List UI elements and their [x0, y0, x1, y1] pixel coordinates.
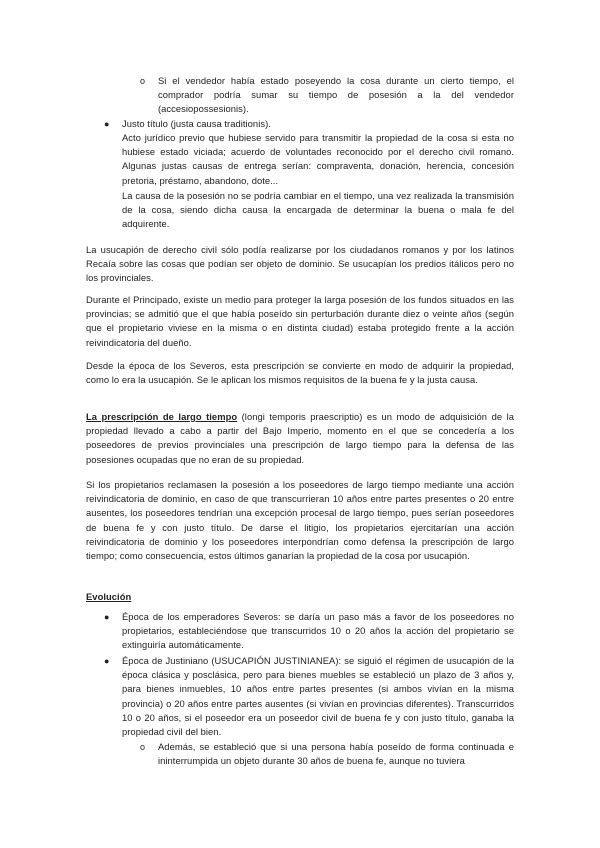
accessio-sub-item: Si el vendedor había estado poseyendo la cosa durante un cierto tiempo, el comprador podría sumar su tiempo de posesión a la del vendedor (accesiopossesionis).	[158, 75, 514, 115]
bullet-marker: ●	[104, 656, 110, 666]
bullet-marker: ●	[104, 119, 110, 129]
sub-bullet-marker: o	[140, 742, 146, 752]
severos-paragraph: Desde la época de los Severos, esta prescripción se convierte en modo de adquirir la propiedad, como lo era la usucapión. Se le aplican los mismos requisitos de la buena fe y la justa causa.	[86, 360, 514, 386]
prescripcion-paragraph	[86, 410, 514, 467]
evolucion-severos-item: Época de los emperadores Severos: se daría un paso más a favor de los poseedores no propietarios, estableciéndose que transcurridos 10 o 20 años la acción del propietario se extinguiría automáticamente.	[122, 611, 514, 651]
principado-paragraph: Durante el Principado, existe un medio para proteger la larga posesión de los fundos situados en las provincias; se admitió que el que había poseído sin perturbación durante diez o veinte años (según que el propietario viviese en la misma o en distinta ciudad) estaba protegido frente a la acción reivindicatoria del dueño.	[86, 294, 514, 348]
bullet-marker: ●	[104, 612, 110, 622]
evolucion-heading: Evolución	[86, 591, 132, 602]
sub-bullet-marker: o	[140, 76, 146, 86]
prescripcion-heading: La prescripción de largo tiempo	[86, 411, 238, 422]
justo-titulo-definition: Acto jurídico previo que hubiese servido para transmitir la propiedad de la cosa si esta no hubiese estado viciada; acuerdo de voluntades reconocido por el derecho civil romano. Algunas justas causas de entrega serían: compraventa, donación, herencia, concesión pretoria, préstamo, abandono, dote...	[122, 132, 514, 186]
propietarios-paragraph: Si los propietarios reclamasen la posesión a los poseedores de largo tiempo mediante una acción reivindicatoria de dominio, en caso de que transcurrieran 10 años entre partes presentes o 20 entre ausentes, los poseedores tendrían una excepción procesal de largo tiempo, pues serían poseedores de buena fe y con justo título. De darse el litigio, los propietarios ejercitarían una acción reivindicatoria de dominio y los poseedores interpondrían como defensa la prescripción de largo tiempo; como consecuencia, estos últimos ganarían la propiedad de la cosa por usucapión.	[86, 479, 514, 562]
justo-titulo-heading: Justo título (justa causa traditionis).	[122, 118, 271, 129]
justo-titulo-causa: La causa de la posesión no se podría cambiar en el tiempo, una vez realizada la transmisión de la cosa, siendo dicha causa la encargada de determinar la buena o mala fe del adquirente.	[122, 190, 514, 230]
prescripcion-body: (longi temporis praescriptio) es un modo de adquisición de la propiedad llevado a cabo a partir del Bajo Imperio, momento en el que se concedería a los poseedores de previos provinciales una prescripción de largo tiempo para la defensa de las posesiones ocupadas que no eran de su propiedad.	[86, 411, 514, 465]
evolucion-30-anos-sub-item: Además, se estableció que si una persona había poseído de forma continuada e ininterrumpida un objeto durante 30 años de buena fe, aunque no tuviera	[158, 741, 514, 767]
usucapion-paragraph: La usucapión de derecho civil sólo podía realizarse por los ciudadanos romanos y por los latinos Recaía sobre las cosas que podían ser objeto de dominio. Se usucapían los predios itálicos pero no los provinciales.	[86, 244, 514, 284]
evolucion-justiniano-item: Época de Justiniano (USUCAPIÓN JUSTINIANEA): se siguió el régimen de usucapión de la época clásica y posclásica, pero para bienes muebles se estableció un plazo de 3 años y, para bienes inmuebles, 10 años entre partes presentes (si ambos vivían en la misma provincia) o 20 años entre partes ausentes (si vivían en provincias diferentes). Transcurridos 10 o 20 años, si el poseedor era un poseedor civil de buena fe y con justo título, ganaba la propiedad civil del bien.	[122, 655, 514, 738]
